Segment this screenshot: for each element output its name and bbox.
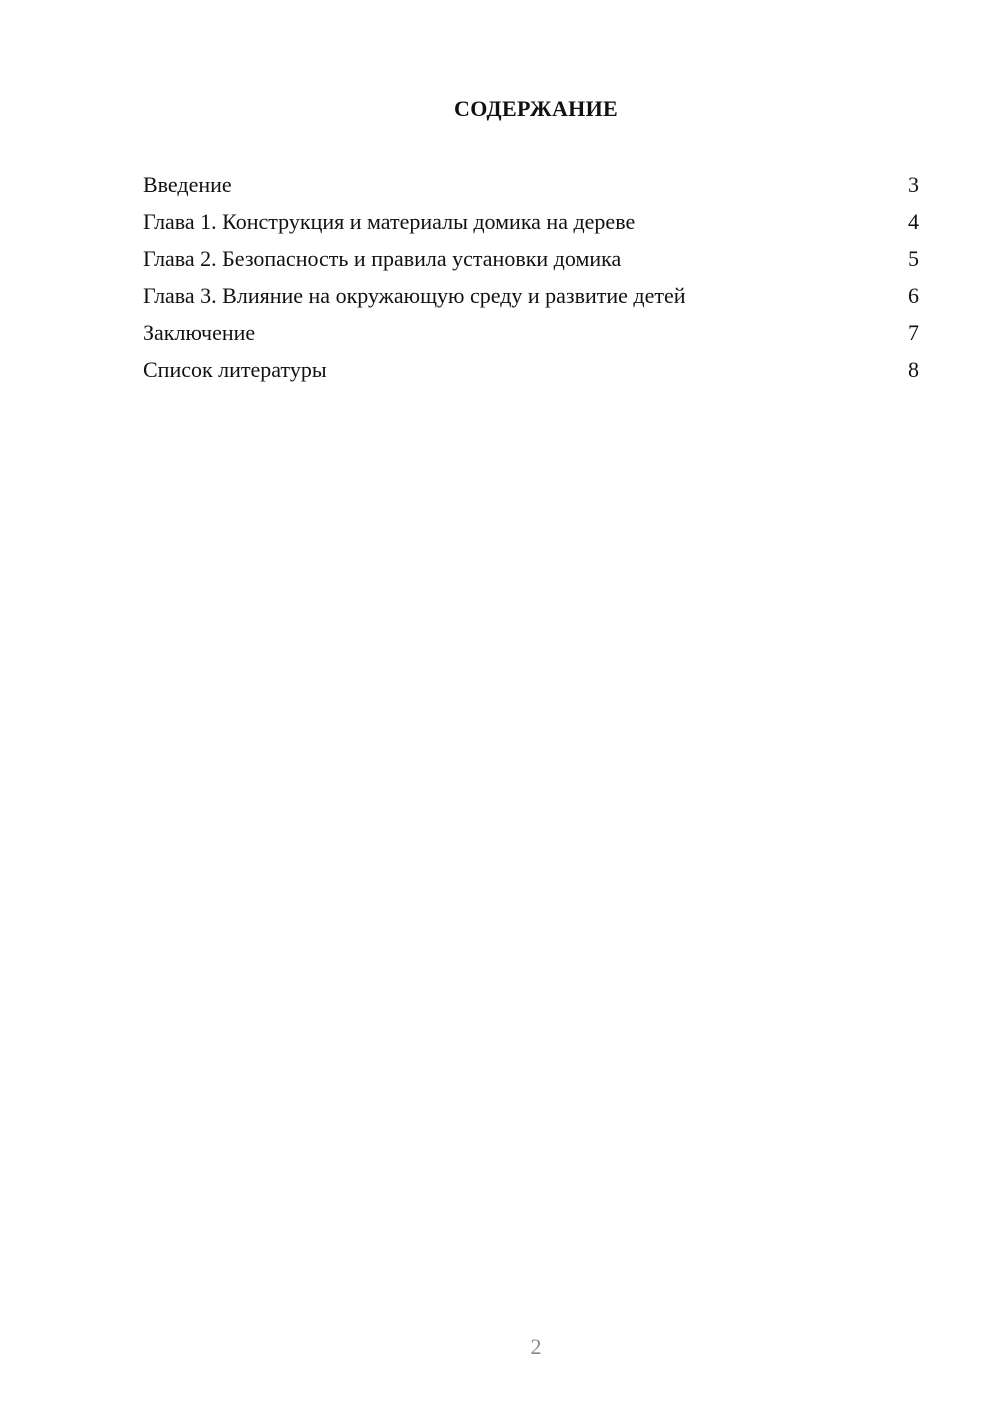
toc-entry-page-number: 5 xyxy=(908,246,919,271)
toc-heading: СОДЕРЖАНИЕ xyxy=(454,96,618,121)
toc-entry-chapter-2 xyxy=(143,242,919,279)
table-of-contents xyxy=(143,168,919,390)
toc-entry-chapter-1 xyxy=(143,205,919,242)
toc-entry-references xyxy=(143,353,919,390)
page-number: 2 xyxy=(530,1334,542,1359)
toc-entry-label: Список литературы xyxy=(143,357,327,382)
toc-entry-page-number: 8 xyxy=(908,357,919,382)
toc-entry-label: Глава 1. Конструкция и материалы домика на дереве xyxy=(143,209,636,234)
toc-entry-label: Заключение xyxy=(143,320,256,345)
toc-entry-page-number: 3 xyxy=(908,172,919,197)
toc-entry-introduction xyxy=(143,168,919,205)
toc-entry-label: Глава 3. Влияние на окружающую среду и развитие детей xyxy=(143,283,686,308)
toc-entry-chapter-3 xyxy=(143,279,919,316)
toc-entry-conclusion xyxy=(143,316,919,353)
toc-entry-label: Глава 2. Безопасность и правила установки домика xyxy=(143,246,622,271)
toc-entry-page-number: 6 xyxy=(908,283,919,308)
toc-entry-page-number: 4 xyxy=(908,209,919,234)
toc-entry-label: Введение xyxy=(143,172,232,197)
toc-entry-page-number: 7 xyxy=(908,320,919,345)
